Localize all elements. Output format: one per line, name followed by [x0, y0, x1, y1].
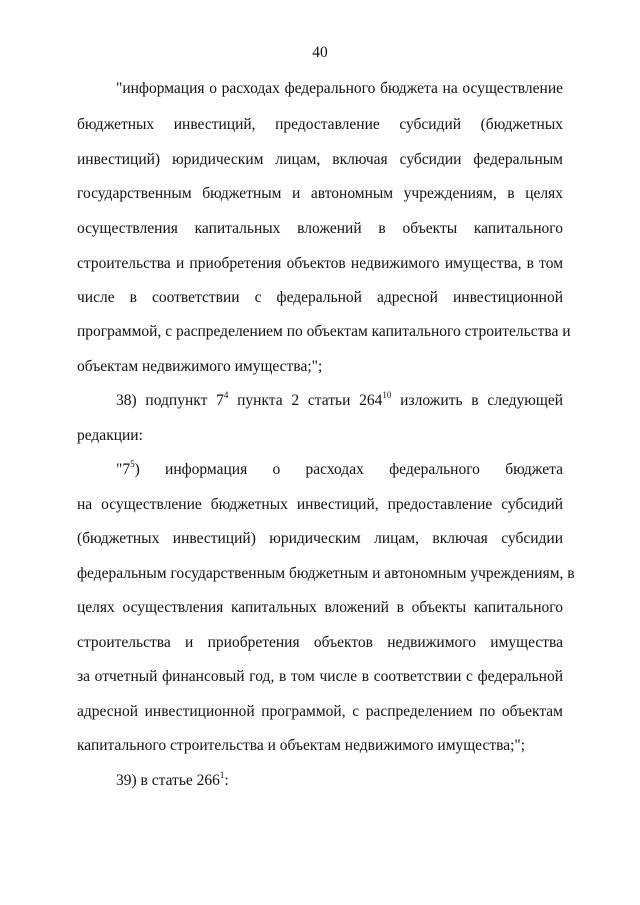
item-38-sup-1: 4 — [223, 389, 229, 400]
text-line: "информация о расходах федерального бюджета на осуществление — [116, 80, 563, 97]
quote-sup: 5 — [130, 458, 135, 469]
item-38-text-1: 38) подпункт 7 — [116, 392, 224, 409]
item-38-text-3: изложить в следующей — [391, 392, 563, 409]
item-38-text-2: пункта 2 статьи 264 — [228, 392, 383, 409]
item-38-heading — [116, 389, 563, 410]
text-line: целях осуществления капитальных вложений в объекты капитального — [77, 599, 563, 616]
text-line: программой, с распределением по объектам капитального строительства и — [77, 323, 571, 340]
item-39-text-2: : — [224, 772, 229, 789]
text-line: осуществления капитальных вложений в объекты капитального — [77, 220, 563, 237]
text-line: за отчетный финансовый год, в том числе в соответствии с федеральной — [77, 668, 563, 685]
text-line: строительства и приобретения объектов недвижимого имущества, в том — [77, 255, 563, 272]
text-line: объектам недвижимого имущества;"; — [77, 358, 323, 375]
text-line: редакции: — [77, 427, 143, 444]
quote-first-line — [116, 458, 563, 479]
quote-text-1: "7 — [116, 461, 131, 478]
item-38-sup-2: 10 — [382, 389, 392, 400]
text-line: капитального строительства и объектам недвижимого имущества;"; — [77, 737, 526, 754]
item-39-text-1: 39) в статье 266 — [116, 772, 220, 789]
text-line: государственным бюджетным и автономным учреждениям, в целях — [77, 185, 563, 202]
text-line: строительства и приобретения объектов недвижимого имущества — [77, 634, 563, 651]
text-line: числе в соответствии с федеральной адресной инвестиционной — [77, 289, 563, 306]
text-line: инвестиций) юридическим лицам, включая субсидии федеральным — [77, 151, 563, 168]
text-line: федеральным государственным бюджетным и автономным учреждениям, в — [77, 565, 575, 582]
text-line: бюджетных инвестиций, предоставление субсидий (бюджетных — [77, 116, 563, 133]
text-line: адресной инвестиционной программой, с распределением по объектам — [77, 703, 563, 720]
text-line: на осуществление бюджетных инвестиций, предоставление субсидий — [77, 496, 563, 513]
page-number: 40 — [312, 44, 328, 61]
quote-text-2: ) информация о расходах федерального бюджета — [134, 461, 563, 478]
text-line: (бюджетных инвестиций) юридическим лицам, включая субсидии — [77, 530, 563, 547]
item-39-sup: 1 — [219, 769, 225, 780]
item-39-heading — [116, 769, 563, 790]
